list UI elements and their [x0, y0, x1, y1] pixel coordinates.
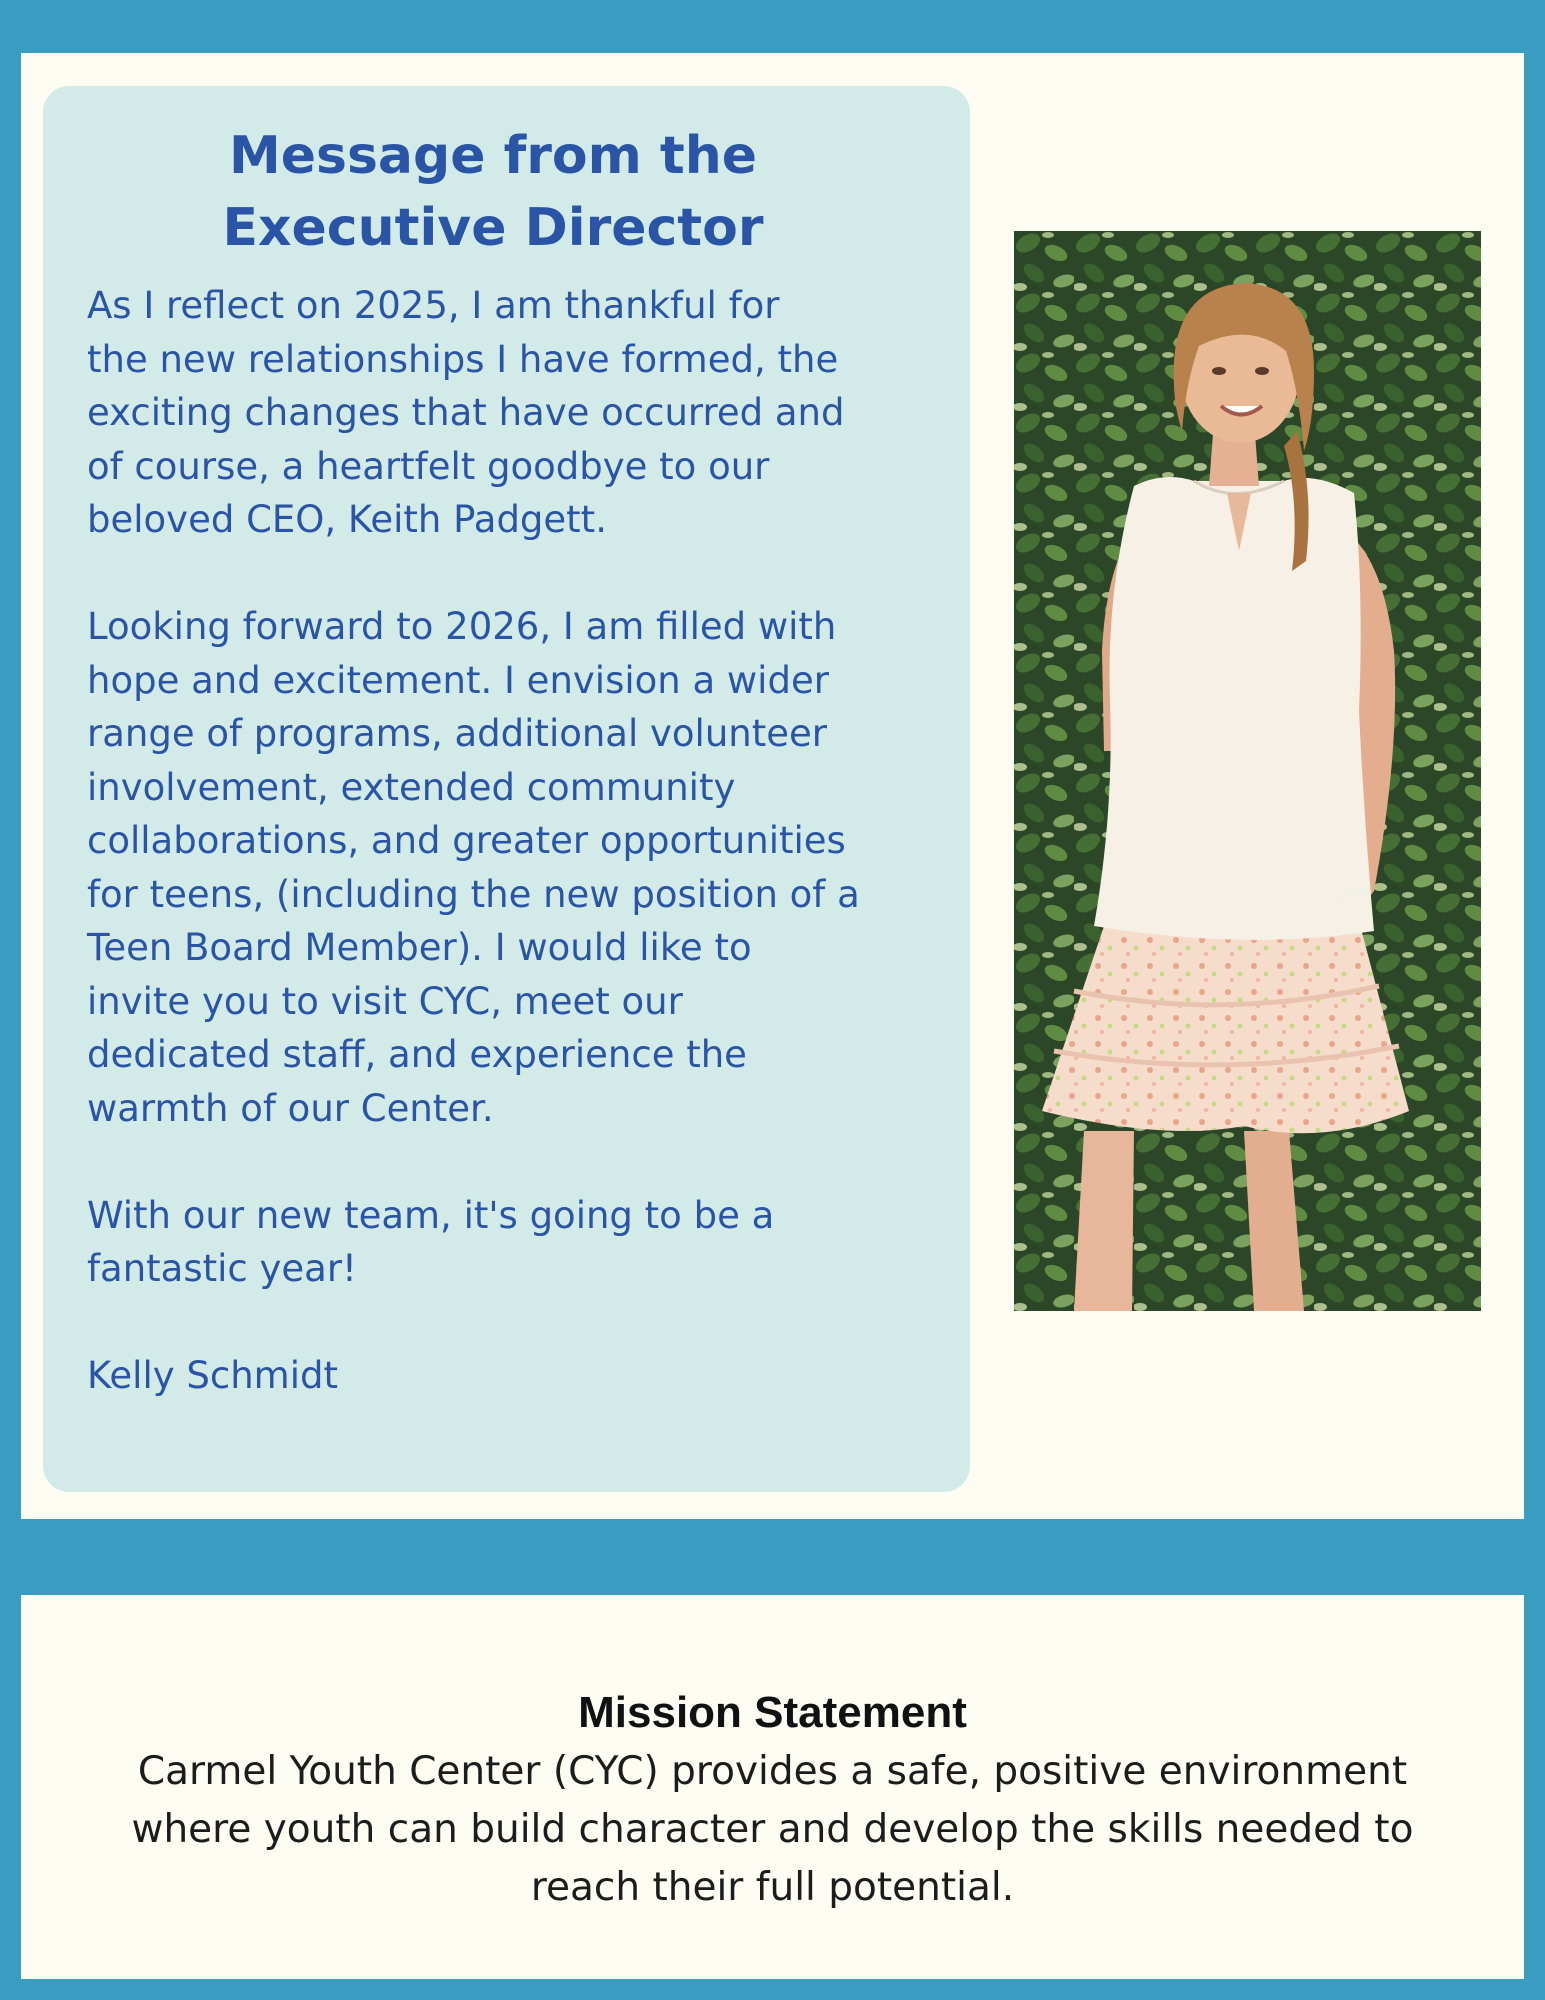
message-title-line2: Executive Director	[222, 198, 764, 258]
mission-panel	[21, 1595, 1524, 1979]
message-paragraph-2: Looking forward to 2026, I am filled with hope and excitement. I envision a wider range of programs, additional volunteer involvement, extended community collaborations, and greater opportunities for teens, (including the new position of a Teen Board Member). I would like to invite you to visit CYC, meet our dedicated staff, and experience the warmth of our Center.	[87, 605, 860, 1130]
portrait-photo-icon	[1014, 231, 1481, 1311]
message-title	[43, 120, 943, 264]
message-paragraph-1: As I reflect on 2025, I am thankful for the new relationships I have formed, the exciting changes that have occurred and of course, a heartfelt goodbye to our beloved CEO, Keith Padgett.	[87, 284, 845, 541]
signature: Kelly Schmidt	[87, 1354, 338, 1397]
mission-title: Mission Statement	[578, 1688, 967, 1737]
message-body	[87, 279, 967, 1403]
message-paragraph-3: With our new team, it's going to be a fantastic year!	[87, 1193, 775, 1290]
mission-text: Carmel Youth Center (CYC) provides a safe, positive environment where youth can build character and develop the skills needed to reach their full potential.	[131, 1749, 1414, 1910]
top-panel	[21, 53, 1524, 1519]
director-photo	[1014, 231, 1481, 1311]
message-title-line1: Message from the	[228, 126, 758, 186]
